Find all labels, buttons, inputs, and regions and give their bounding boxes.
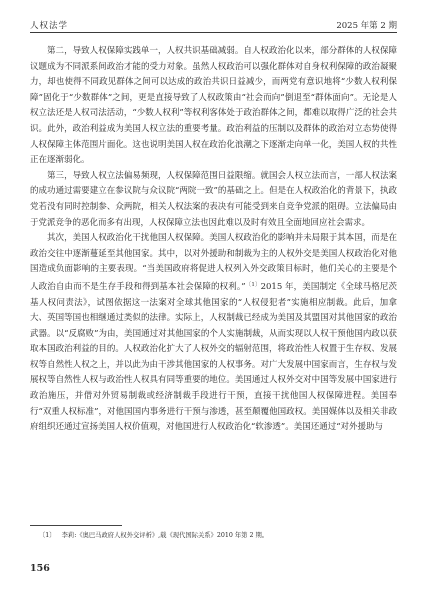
footnote-reference[interactable]: 〔1〕 [245, 281, 261, 288]
paragraph [30, 231, 397, 436]
footnote-number: 〔1〕 [39, 532, 56, 539]
paragraph-text: 第三，导致人权立法偏易频现，人权保障范围日益限缩。就国会人权立法而言，一部人权法案的成功通过需要建立在参议院与众议院“两院一致”的基础之上。但是在人权政治化的背景下，执政党若没有同时控制参、众两院，相关人权法案的表决有可能受到来自竞争党派的阻碍。立法偏局由于党派竞争的恶化而多有出现，人权保障立法也因此难以及时有效且全面地回应社会需求。 [30, 170, 397, 228]
page-number: 156 [30, 563, 50, 574]
footnote [30, 531, 397, 540]
paragraph-text: 第二，导致人权保障实践单一，人权共识基础减弱。自人权政治化以来，部分群体的人权保障议题成为不同派系间政治才能的受力对象。虽然人权政治可以强化群体对自身权利保障的政治凝聚力，却也使得不同政见群体之间可以达成的政治共识日益减少，而两党有意识地将“少数人权利保障”固化于“少数群体”之间，更是直接导致了人权政策由“社会而向”倒退至“群体面向”。无论是人权立法还是人权司法活动，“少数人权利”等权利客体处于政治群体之间，都难以取得广泛的社会共识。此外，政治利益成为美国人权立法的重要考量。政治利益的压制以及群体的政治对立态势使得人权保障主体范围片面化。这也说明美国人权在政治化浪潮之下逐渐走向单一化，美国人权的共性正在逐渐弱化。 [30, 46, 397, 166]
paragraph [30, 169, 397, 231]
paragraph [30, 44, 397, 169]
footnote-divider [30, 525, 122, 526]
paragraph-text-continued: 2015 年，美国制定《全球马格尼茨基人权问责法》，试图依据这一法案对全球其他国家的“人权侵犯者”实施相应制裁。此后，加拿大、英国等国也相继通过类似的法律。实际上，人权制裁已经成为美国及其盟国对其他国家的政治武器。以“反腐败”为由，美国通过对其他国家的个人实施制裁，从而实现以人权干预他国内政以获取本国政治利益的目的。人权政治化扩大了人权外交的辐射范围，将政治性人权置于生存权、发展权等自然性人权之上，并以此为由干涉其他国家的人权事务。对广大发展中国家而言，生存权与发展权等自然性人权与政治性人权具有同等重要的地位。美国通过人权外交对中国等发展中国家进行政治施压，并借对外贸易制裁或经济制裁手段进行干预，直接干扰他国人权保障进程。美国奉行“双重人权标准”，对他国国内事务进行干预与渗透，甚至颠覆他国政权。美国媒体以及相关非政府组织还通过宣扬美国人权价值观，对他国进行人权政治化“软渗透”。美国还通过“对外援助与 [30, 281, 397, 433]
article-body [30, 44, 397, 436]
issue-label: 2025 年第 2 期 [336, 21, 397, 31]
journal-title: 人权法学 [30, 21, 69, 31]
running-header [30, 8, 397, 33]
paragraph-text: 其次，美国人权政治化干扰他国人权保障。美国人权政治化的影响并未局限于其本国，而是在政治交往中逐渐蔓延至其他国家。其中，以对外援助和制裁为主的人权外交是美国人权政治化对他国造成负面影响的主要表现。“当美国政府将促进人权列入外交政策目标时，他们关心的主要是个人政治自由而不是生存手段和得到基本社会保障的权利。” [30, 233, 397, 292]
footnote-text: 李莉:《奥巴马政府人权外交评析》,载《现代国际关系》2010 年第 2 期。 [61, 532, 269, 539]
